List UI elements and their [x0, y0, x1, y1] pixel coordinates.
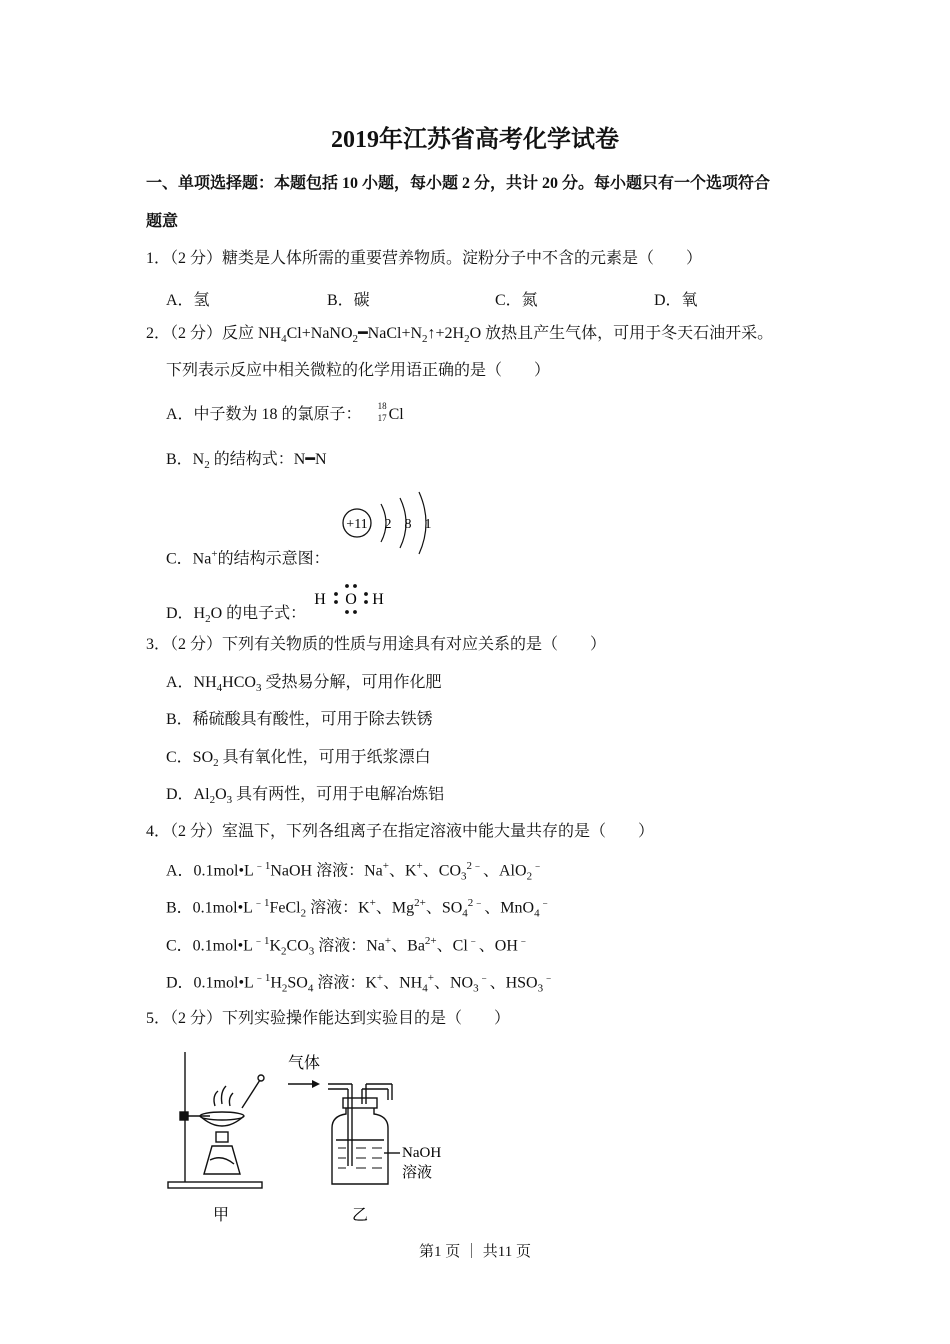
q5-apparatus-figure	[160, 1046, 460, 1231]
apparatus-yi	[328, 1084, 400, 1184]
gas-arrow	[288, 1080, 320, 1088]
hydrogen-left: H	[314, 591, 326, 608]
hydrogen-right: H	[372, 591, 384, 608]
section-heading-line2: 题意	[146, 213, 179, 230]
oxygen: O	[345, 591, 357, 608]
q2-option-a-text: A．中子数为 18 的氯原子：	[166, 406, 362, 423]
fig-label-yi: 乙	[351, 1207, 369, 1224]
q4-option-c: C．$0.1mol•L^{﹣1}K_2CO_3$ 溶液：Na+、$Ba^{2+}$、Cl﹣、OH﹣	[166, 935, 529, 958]
q4-stem: 4．（2 分）室温下，下列各组离子在指定溶液中能大量共存的是（ ）	[146, 823, 655, 840]
q1-option-c: C．氮	[495, 292, 538, 309]
q2-option-d-tail: O 的电子式：	[210, 605, 307, 622]
q3-option-d-tail: 具有两性，可用于电解冶炼铝	[236, 786, 445, 803]
gas-label: 气体	[288, 1055, 321, 1072]
q2-option-c-text: C．Na	[166, 550, 212, 568]
q3-option-a-tail: 受热易分解，可用作化肥	[265, 674, 442, 691]
q1-option-a: A．氢	[166, 292, 210, 309]
q3-option-c-tail: 具有氧化性，可用于纸浆漂白	[222, 749, 431, 766]
q2-option-b-text: 的结构式：N	[213, 451, 306, 468]
sodium-ion-structure-diagram	[334, 486, 444, 558]
page-title: 2019年江苏省高考化学试卷	[331, 127, 619, 153]
page-footer: 第1 页 ｜ 共11 页	[419, 1244, 531, 1260]
q2-option-c: C．Na+的结构示意图：	[166, 548, 330, 568]
q3-option-c: C．$SO_2$ 具有氧化性，可用于纸浆漂白	[166, 749, 431, 770]
q5-stem: 5．（2 分）下列实验操作能达到实验目的是（ ）	[146, 1010, 511, 1027]
q2-stem-prefix: 2．（2 分）反应 NH	[146, 325, 282, 342]
shell-electrons-1: 2	[384, 517, 392, 532]
q2-option-a	[166, 401, 416, 425]
atomic-number: 17	[377, 413, 387, 424]
section-heading-line1: 一、单项选择题：本题包括 10 小题，每小题 2 分，共计 20 分。每小题只有一个选项符合	[146, 175, 771, 192]
q2-stem-tail: 放热且产生气体，可用于冬天石油开采。	[485, 325, 774, 342]
shell-electrons-2: 8	[404, 517, 412, 532]
q4-option-a: A．$0.1mol•L^{﹣1}NaOH$ 溶液：Na+、K+、$CO_3^{2﹣}$、AlO$_2$﹣	[166, 860, 544, 883]
q3-option-a: A．$NH_4HCO_3$ 受热易分解，可用作化肥	[166, 674, 442, 695]
q2-stem: 2．（2 分）反应 $NH_4Cl+NaNO_2━NaCl+N_2↑+2H_2O$ 放热且产生气体，可用于冬天石油开采。	[146, 325, 774, 346]
q1-stem: 1．（2 分）糖类是人体所需的重要营养物质。淀粉分子中不含的元素是（ ）	[146, 250, 703, 267]
shell-electrons-3: 1	[424, 517, 432, 532]
naoh-label-1: NaOH	[402, 1145, 442, 1161]
nucleus-charge: +11	[346, 517, 368, 532]
q4-option-b: B．$0.1mol•L^{﹣1}FeCl_2$ 溶液：K+、$Mg^{2+}$、$SO_4^{2﹣}$、MnO$_4$﹣	[166, 897, 551, 920]
q3-stem: 3．（2 分）下列有关物质的性质与用途具有对应关系的是（ ）	[146, 636, 607, 653]
q2-option-d: D．$H_2O$ 的电子式：	[166, 605, 307, 626]
q3-option-d: D．$Al_2O_3$ 具有两性，可用于电解冶炼铝	[166, 786, 445, 807]
naoh-label-2: 溶液	[402, 1165, 433, 1181]
q4-option-d: D．$0.1mol•L^{﹣1}H_2SO_4$ 溶液：K+、$NH_4^+$、$NO_3^﹣$、$HSO_3^﹣$	[166, 972, 555, 995]
q2-option-b: B．$N_2$ 的结构式：N━N	[166, 451, 327, 472]
q1-option-b: B．碳	[327, 292, 370, 309]
q2-stem-line2: 下列表示反应中相关微粒的化学用语正确的是（ ）	[166, 362, 551, 379]
q3-option-b: B．稀硫酸具有酸性，可用于除去铁锈	[166, 711, 433, 728]
apparatus-jia	[168, 1052, 264, 1188]
q2-option-c-tail: 的结构示意图：	[217, 550, 330, 568]
mass-number: 18	[377, 401, 387, 412]
q2-option-d-text: D．H	[166, 605, 206, 622]
fig-label-jia: 甲	[212, 1207, 230, 1224]
q1-option-d: D．氧	[654, 292, 698, 309]
chlorine-isotope-symbol	[377, 401, 416, 425]
water-electron-dot-formula	[314, 582, 388, 616]
element-symbol: Cl	[388, 406, 404, 424]
q2-option-b-prefix: B．N	[166, 451, 205, 468]
q2-option-b-tail: N	[314, 451, 327, 468]
